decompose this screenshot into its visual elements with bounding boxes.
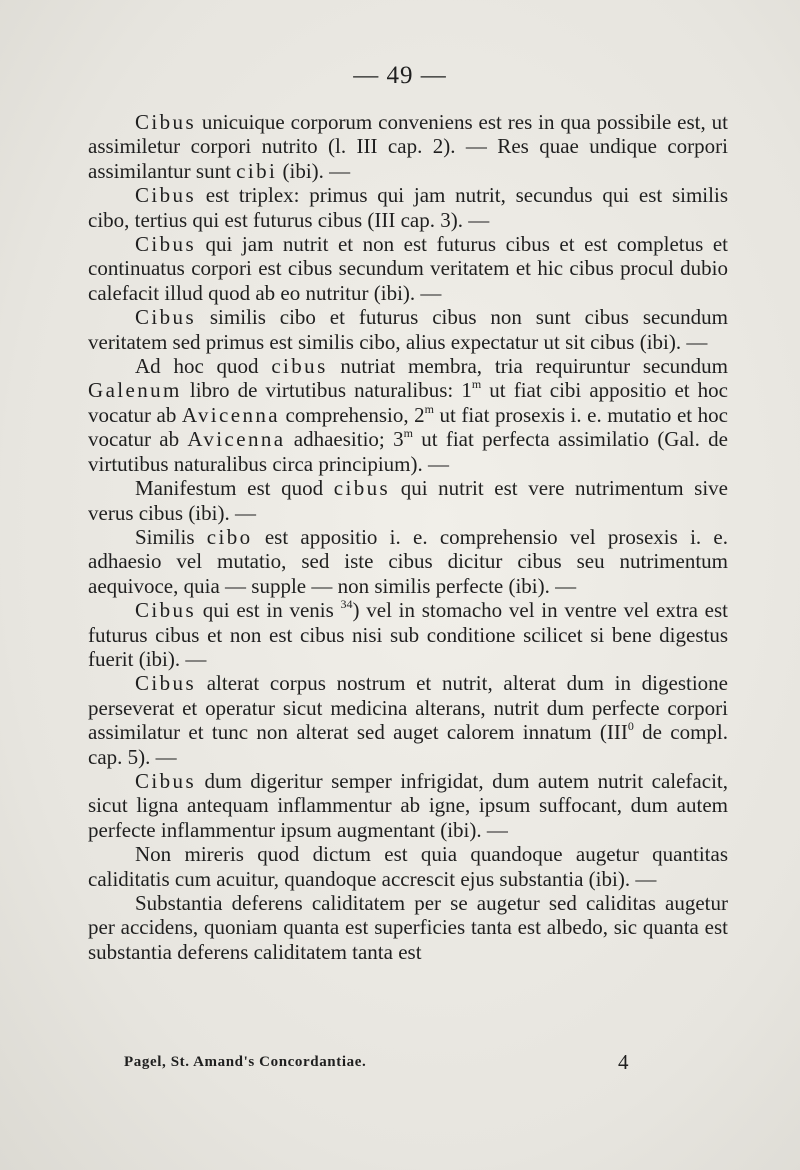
paragraph	[88, 476, 728, 525]
text-run: ut fiat cibi appositio et hoc vocatur ab	[88, 378, 729, 427]
text-run: ut fiat prosexis i. e. mutatio et hoc vocatur ab	[88, 402, 728, 452]
paragraph	[88, 305, 728, 354]
text-run: est triplex: primus qui jam nutrit, secundus qui est similis cibo, tertius qui est futurus cibus (III cap. 3). —	[88, 183, 728, 232]
spaced-term: Cibus	[135, 183, 197, 208]
spaced-term: Cibus	[135, 232, 197, 257]
text-run: est appositio i. e. comprehensio vel prosexis i. e. adhaesio vel mutatio, sed iste cibus dicitur cibus seu nutrimentum aequivoce, quia — supple — non similis perfecte (ibi). —	[88, 524, 728, 598]
text-run: libro de virtutibus naturalibus: 1	[181, 378, 472, 403]
text-run: nutriat membra, tria requiruntur secundum	[327, 354, 728, 379]
superscript: m	[403, 426, 413, 441]
text-run: de compl. cap. 5). —	[88, 720, 729, 769]
text-run: Non mireris quod dictum est quia quandoque augetur quantitas caliditatis cum acuitur, quandoque accrescit ejus substantia (ibi). —	[88, 842, 728, 891]
text-run: Manifestum est quod	[135, 476, 334, 501]
text-run: qui est in venis	[196, 598, 341, 623]
paragraph	[88, 671, 728, 769]
paragraph	[88, 598, 728, 671]
text-run: qui nutrit est vere nutrimentum sive verus cibus (ibi). —	[88, 476, 729, 525]
paragraph	[88, 232, 728, 305]
text-run: (ibi). —	[277, 158, 351, 183]
spaced-term: Cibus	[135, 768, 197, 793]
superscript: m	[471, 377, 482, 392]
text-run: Ad hoc quod	[135, 354, 272, 379]
spaced-term: cibus	[333, 476, 391, 501]
text-run: adhaesitio; 3	[285, 427, 404, 452]
footnote-marker: 34	[340, 597, 353, 612]
spaced-term: Avicenna	[181, 402, 280, 427]
paragraph	[88, 525, 728, 598]
text-run: Substantia deferens caliditatem per se augetur sed caliditas augetur per accidens, quoniam quanta est superficies tanta est albedo, sic quanta est substantia deferens caliditatem tanta est	[88, 891, 728, 964]
text-run: Similis	[135, 524, 207, 549]
spaced-term: Avicenna	[187, 427, 286, 452]
paragraph	[88, 769, 728, 842]
spaced-term: Cibus	[135, 671, 197, 696]
paragraph	[88, 183, 728, 232]
spaced-term: cibi	[236, 158, 278, 183]
text-run: alterat corpus nostrum et nutrit, alterat dum in digestione perseverat et operatur sicut medicina alterans, nutrit dum perfecte corpori assimilatur et tunc non alterat sed auget calorem innatum (III	[88, 671, 728, 745]
text-run: qui jam nutrit et non est futurus cibus et est completus et continuatus corpori est cibus secundum veritatem et hic cibus procul dubio calefacit illud quod ab eo nutritur (ibi). —	[88, 232, 728, 305]
signature-mark: 4	[618, 1050, 629, 1074]
superscript: m	[424, 401, 434, 416]
superscript: 0	[627, 719, 634, 734]
text-run: similis cibo et futurus cibus non sunt cibus secundum veritatem sed primus est similis cibo, alius expectatur ut sit cibus (ibi). —	[88, 305, 728, 354]
text-run: ) vel in stomacho vel in ventre vel extra est futurus cibus et non est cibus nisi sub conditione scilicet si bene digestus fuerit (ibi). —	[88, 598, 728, 671]
spaced-term: cibo	[206, 524, 253, 549]
page-number: — 49 —	[353, 62, 447, 89]
spaced-term: Cibus	[135, 598, 197, 623]
paragraph	[88, 354, 728, 476]
spaced-term: Galenum	[88, 378, 182, 403]
spaced-term: Cibus	[135, 110, 197, 134]
footer-citation: Pagel, St. Amand's Concordantiae.	[124, 1054, 367, 1070]
paragraph	[88, 891, 728, 964]
text-run: comprehensio, 2	[280, 402, 425, 427]
body-text	[88, 110, 728, 964]
spaced-term: cibus	[271, 354, 328, 379]
text-run: dum digeritur semper infrigidat, dum autem nutrit calefacit, sicut ligna antequam inflammentur ab igne, ipsum suffocant, dum autem perfecte inflammentur ipsum augmentant (ibi). —	[88, 768, 728, 842]
text-run: unicuique corporum conveniens est res in qua possibile est, ut assimiletur corpori nutrito (l. III cap. 2). — Res quae undique corpori assimilantur sunt	[88, 110, 728, 183]
paragraph	[88, 110, 728, 183]
spaced-term: Cibus	[135, 305, 197, 330]
paragraph	[88, 842, 728, 891]
text-run: ut fiat perfecta assimilatio (Gal. de virtutibus naturalibus circa principium). —	[88, 427, 728, 476]
